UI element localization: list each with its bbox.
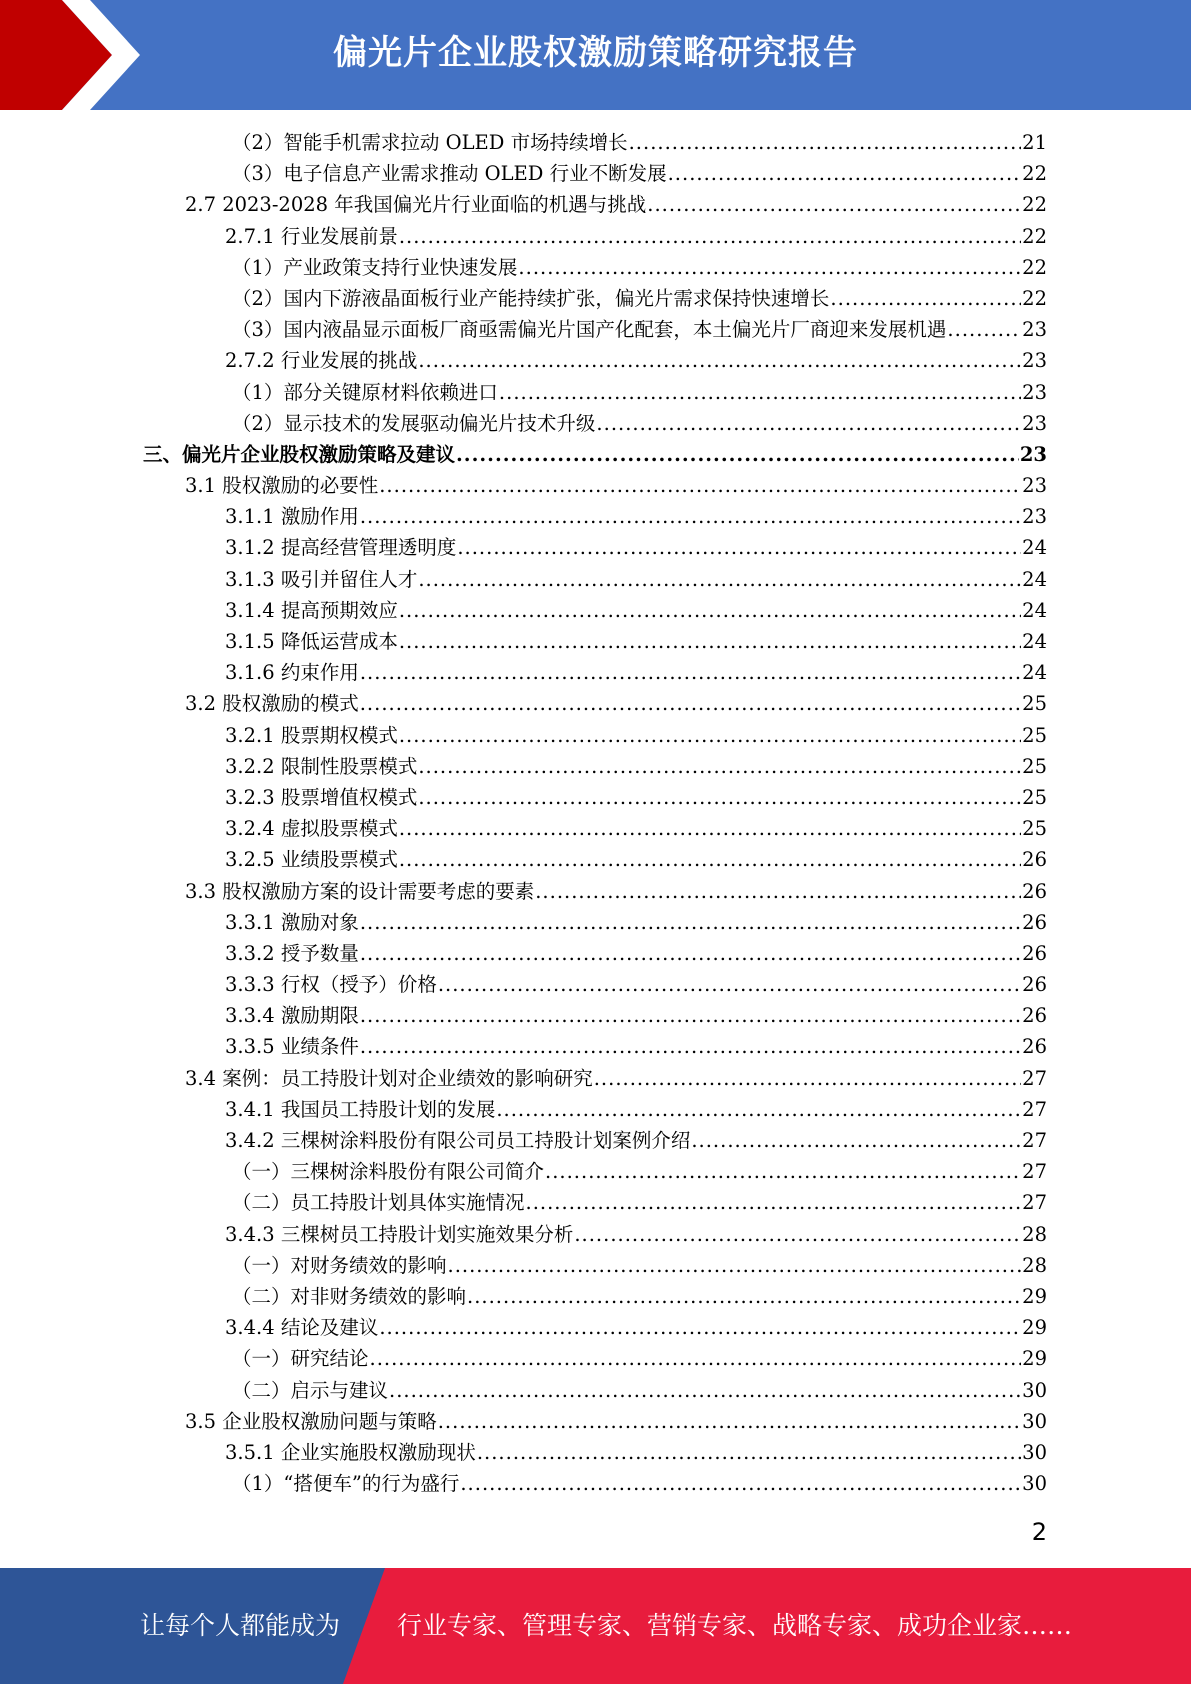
toc-row — [225, 1219, 1047, 1250]
toc-row — [185, 1063, 1047, 1094]
toc-entry-page: 25 — [1022, 723, 1047, 747]
toc-entry[interactable] — [0, 1156, 1191, 1187]
toc-row — [232, 1156, 1047, 1187]
toc-entry-page: 23 — [1022, 411, 1047, 435]
toc-entry[interactable] — [0, 720, 1191, 751]
toc-leader-dots — [594, 1063, 1021, 1094]
toc-row — [185, 688, 1047, 719]
toc-entry[interactable] — [0, 439, 1191, 470]
toc-row — [225, 813, 1047, 844]
toc-leader-dots — [418, 564, 1021, 595]
toc-row — [185, 1406, 1047, 1437]
toc-entry[interactable] — [0, 1375, 1191, 1406]
toc-leader-dots — [370, 1343, 1022, 1374]
toc-entry-title: （一）研究结论 — [232, 1347, 369, 1371]
toc-leader-dots — [360, 907, 1021, 938]
toc-entry-page: 27 — [1022, 1191, 1047, 1215]
toc-row — [225, 969, 1047, 1000]
toc-entry-title: 3.2.5 业绩股票模式 — [225, 848, 398, 872]
toc-entry[interactable] — [0, 158, 1191, 189]
toc-row — [225, 501, 1047, 532]
toc-leader-dots — [477, 1437, 1021, 1468]
toc-row — [232, 283, 1047, 314]
toc-entry[interactable] — [0, 532, 1191, 563]
toc-entry[interactable] — [0, 345, 1191, 376]
toc-leader-dots — [389, 1375, 1021, 1406]
toc-entry-title: 3.2.1 股票期权模式 — [225, 723, 398, 747]
toc-entry[interactable] — [0, 1312, 1191, 1343]
toc-entry[interactable] — [0, 1187, 1191, 1218]
toc-entry-title: （一）对财务绩效的影响 — [232, 1253, 447, 1277]
toc-entry-title: （二）启示与建议 — [232, 1378, 389, 1402]
toc-row — [225, 1312, 1047, 1343]
toc-leader-dots — [596, 408, 1021, 439]
toc-row — [232, 1250, 1047, 1281]
toc-entry[interactable] — [0, 252, 1191, 283]
toc-entry-title: （3）电子信息产业需求推动 OLED 行业不断发展 — [232, 162, 667, 186]
toc-leader-dots — [399, 221, 1021, 252]
toc-entry-page: 24 — [1022, 630, 1047, 653]
toc-row — [232, 408, 1047, 439]
toc-entry-page: 22 — [1022, 255, 1047, 279]
toc-entry[interactable] — [0, 938, 1191, 969]
toc-entry[interactable] — [0, 969, 1191, 1000]
toc-entry-page: 27 — [1022, 1066, 1047, 1090]
toc-leader-dots — [399, 813, 1021, 844]
toc-entry-page: 30 — [1022, 1409, 1047, 1433]
toc-leader-dots — [668, 158, 1022, 189]
toc-entry[interactable] — [0, 1125, 1191, 1156]
toc-entry[interactable] — [0, 876, 1191, 907]
toc-entry-page: 22 — [1022, 224, 1047, 248]
toc-row — [225, 751, 1047, 782]
toc-leader-dots — [535, 876, 1021, 907]
toc-row — [232, 314, 1047, 345]
toc-entry-page: 23 — [1019, 442, 1047, 466]
toc-leader-dots — [360, 501, 1021, 532]
toc-entry-page: 28 — [1022, 1222, 1047, 1246]
toc-entry-page: 27 — [1022, 1097, 1047, 1121]
toc-leader-dots — [360, 1000, 1021, 1031]
toc-entry-title: 3.5 企业股权激励问题与策略 — [185, 1409, 437, 1433]
toc-row — [225, 221, 1047, 252]
toc-leader-dots — [418, 782, 1021, 813]
toc-entry-title: 3.3 股权激励方案的设计需要考虑的要素 — [185, 879, 535, 903]
page-number: 2 — [1031, 1518, 1047, 1546]
toc-leader-dots — [647, 189, 1021, 220]
toc-entry-page: 28 — [1022, 1253, 1047, 1277]
toc-entry-page: 29 — [1022, 1316, 1047, 1340]
toc-leader-dots — [418, 751, 1021, 782]
toc-entry-page: 22 — [1022, 286, 1047, 310]
toc-entry-title: 3.2.3 股票增值权模式 — [225, 785, 418, 809]
toc-row — [225, 595, 1047, 626]
toc-entry-page: 23 — [1022, 474, 1047, 498]
toc-entry-title: 3.4.2 三棵树涂料股份有限公司员工持股计划案例介绍 — [225, 1129, 691, 1152]
toc-leader-dots — [496, 1094, 1021, 1125]
toc-leader-dots — [691, 1125, 1021, 1156]
toc-row — [225, 907, 1047, 938]
toc-entry[interactable] — [0, 564, 1191, 595]
toc-entry-title: 3.2.2 限制性股票模式 — [225, 754, 418, 778]
toc-entry[interactable] — [0, 782, 1191, 813]
toc-entry-page: 26 — [1022, 910, 1047, 934]
toc-entry-title: 3.1.5 降低运营成本 — [225, 630, 398, 653]
toc-row — [225, 720, 1047, 751]
toc-leader-dots — [360, 688, 1021, 719]
toc-entry-title: （1）部分关键原材料依赖进口 — [232, 380, 498, 404]
toc-entry-title: 三、偏光片企业股权激励策略及建议 — [143, 442, 456, 466]
toc-row — [232, 1375, 1047, 1406]
toc-entry-page: 24 — [1022, 567, 1047, 591]
toc-entry-title: 3.3.4 激励期限 — [225, 1004, 359, 1028]
toc-row — [225, 938, 1047, 969]
toc-entry[interactable] — [0, 907, 1191, 938]
toc-entry[interactable] — [0, 501, 1191, 532]
toc-entry-title: 3.1.4 提高预期效应 — [225, 598, 398, 622]
toc-entry[interactable] — [0, 1468, 1191, 1499]
toc-row — [232, 127, 1047, 158]
toc-entry[interactable] — [0, 221, 1191, 252]
toc-entry[interactable] — [0, 1343, 1191, 1374]
toc-entry-title: 3.3.2 授予数量 — [225, 941, 359, 965]
toc-entry-title: 3.4.3 三棵树员工持股计划实施效果分析 — [225, 1222, 574, 1246]
page-footer — [0, 1568, 1191, 1684]
toc-entry[interactable] — [0, 626, 1191, 657]
toc-entry-page: 30 — [1022, 1472, 1047, 1496]
toc-entry-page: 22 — [1022, 193, 1047, 217]
toc-row — [232, 1281, 1047, 1312]
toc-leader-dots — [379, 1312, 1021, 1343]
toc-leader-dots — [399, 626, 1021, 657]
toc-row — [225, 626, 1047, 657]
toc-entry[interactable] — [0, 283, 1191, 314]
toc-entry-page: 25 — [1022, 754, 1047, 778]
toc-entry[interactable] — [0, 1000, 1191, 1031]
toc-entry[interactable] — [0, 127, 1191, 158]
toc-entry-page: 30 — [1022, 1440, 1047, 1464]
toc-entry-page: 25 — [1022, 692, 1047, 716]
toc-leader-dots — [399, 595, 1021, 626]
toc-leader-dots — [418, 345, 1021, 376]
toc-leader-dots — [360, 1031, 1021, 1062]
toc-row — [225, 564, 1047, 595]
toc-row — [143, 439, 1047, 470]
toc-entry-title: 3.1.6 约束作用 — [225, 661, 359, 685]
toc-entry-page: 26 — [1022, 848, 1047, 872]
toc-entry-title: 3.1.3 吸引并留住人才 — [225, 567, 418, 591]
toc-leader-dots — [399, 720, 1021, 751]
toc-leader-dots — [629, 127, 1022, 158]
toc-leader-dots — [399, 844, 1021, 875]
toc-entry[interactable] — [0, 408, 1191, 439]
toc-row — [232, 252, 1047, 283]
toc-row — [185, 876, 1047, 907]
toc-entry-title: 3.4.4 结论及建议 — [225, 1316, 379, 1340]
toc-row — [232, 1343, 1047, 1374]
toc-entry[interactable] — [0, 1063, 1191, 1094]
toc-entry-title: 3.5.1 企业实施股权激励现状 — [225, 1440, 476, 1464]
toc-row — [232, 158, 1047, 189]
toc-entry-title: 2.7.1 行业发展前景 — [225, 224, 398, 248]
toc-entry-page: 24 — [1022, 661, 1047, 685]
toc-entry-page: 27 — [1022, 1160, 1047, 1184]
toc-leader-dots — [360, 657, 1021, 688]
toc-entry-page: 26 — [1022, 879, 1047, 903]
toc-leader-dots — [830, 283, 1021, 314]
toc-entry-page: 23 — [1022, 380, 1047, 404]
toc-leader-dots — [518, 252, 1021, 283]
toc-entry-page: 21 — [1022, 131, 1047, 154]
toc-leader-dots — [947, 314, 1021, 345]
toc-row — [225, 345, 1047, 376]
toc-entry-title: 3.1 股权激励的必要性 — [185, 474, 379, 498]
toc-entry-title: （一）三棵树涂料股份有限公司简介 — [232, 1160, 545, 1184]
toc-entry-page: 26 — [1022, 973, 1047, 997]
toc-leader-dots — [526, 1187, 1022, 1218]
toc-row — [225, 1125, 1047, 1156]
toc-row — [225, 844, 1047, 875]
toc-entry-title: 3.3.5 业绩条件 — [225, 1035, 359, 1059]
toc-entry-page: 29 — [1022, 1347, 1047, 1371]
toc-entry[interactable] — [0, 377, 1191, 408]
toc-entry[interactable] — [0, 1281, 1191, 1312]
toc-entry-page: 26 — [1022, 1035, 1047, 1059]
toc-entry-page: 24 — [1022, 598, 1047, 622]
toc-entry[interactable] — [0, 657, 1191, 688]
toc-leader-dots — [499, 377, 1021, 408]
toc-entry-title: 3.4 案例：员工持股计划对企业绩效的影响研究 — [185, 1066, 593, 1090]
toc-entry[interactable] — [0, 1437, 1191, 1468]
report-title: 偏光片企业股权激励策略研究报告 — [333, 33, 858, 73]
toc-entry-page: 26 — [1022, 941, 1047, 965]
toc-row — [232, 1468, 1047, 1499]
toc-leader-dots — [460, 1468, 1021, 1499]
toc-row — [225, 532, 1047, 563]
toc-leader-dots — [379, 470, 1021, 501]
toc-row — [232, 1187, 1047, 1218]
toc-entry[interactable] — [0, 813, 1191, 844]
toc-entry-page: 26 — [1022, 1004, 1047, 1028]
toc-leader-dots — [457, 532, 1021, 563]
toc-entry-page: 23 — [1022, 505, 1047, 529]
toc-entry[interactable] — [0, 1250, 1191, 1281]
toc-row — [185, 189, 1047, 220]
toc-entry-title: 3.2 股权激励的模式 — [185, 692, 359, 716]
toc-entry-page: 24 — [1022, 536, 1047, 560]
toc-entry-title: （1）“搭便车”的行为盛行 — [232, 1472, 460, 1496]
toc-entry-title: 3.2.4 虚拟股票模式 — [225, 817, 398, 841]
toc-entry-title: 2.7.2 行业发展的挑战 — [225, 349, 418, 373]
toc-leader-dots — [456, 439, 1019, 470]
toc-entry[interactable] — [0, 1031, 1191, 1062]
toc-entry[interactable] — [0, 1406, 1191, 1437]
page-header — [0, 0, 1191, 110]
toc-entry[interactable] — [0, 688, 1191, 719]
toc-entry-page: 27 — [1022, 1129, 1047, 1152]
footer-slogan: 让每个人都能成为 — [140, 1611, 341, 1640]
toc-row — [225, 1000, 1047, 1031]
toc-entry-title: 3.3.3 行权（授予）价格 — [225, 973, 437, 997]
toc-entry-title: 3.4.1 我国员工持股计划的发展 — [225, 1097, 496, 1121]
toc-entry-page: 30 — [1022, 1378, 1047, 1402]
toc-entry-page: 25 — [1022, 817, 1047, 841]
toc-row — [225, 1031, 1047, 1062]
toc-entry-title: （2）智能手机需求拉动 OLED 市场持续增长 — [232, 131, 628, 154]
toc-entry-title: （3）国内液晶显示面板厂商亟需偏光片国产化配套，本土偏光片厂商迎来发展机遇 — [232, 318, 947, 342]
toc-entry-page: 29 — [1022, 1284, 1047, 1308]
toc-entry-title: （2）显示技术的发展驱动偏光片技术升级 — [232, 411, 596, 435]
toc-row — [225, 1094, 1047, 1125]
toc-leader-dots — [545, 1156, 1021, 1187]
toc-entry-title: 3.3.1 激励对象 — [225, 910, 359, 934]
toc-entry[interactable] — [0, 595, 1191, 626]
toc-leader-dots — [360, 938, 1021, 969]
toc-entry-page: 22 — [1022, 162, 1047, 186]
toc-entry[interactable] — [0, 314, 1191, 345]
toc-entry[interactable] — [0, 1219, 1191, 1250]
toc-entry[interactable] — [0, 751, 1191, 782]
toc-entry-title: 3.1.2 提高经营管理透明度 — [225, 536, 457, 560]
toc-entry-title: （1）产业政策支持行业快速发展 — [232, 255, 518, 279]
toc-entry-title: 2.7 2023-2028 年我国偏光片行业面临的机遇与挑战 — [185, 193, 647, 217]
table-of-contents — [0, 127, 1191, 1499]
toc-entry[interactable] — [0, 1094, 1191, 1125]
toc-leader-dots — [448, 1250, 1022, 1281]
toc-entry-title: 3.1.1 激励作用 — [225, 505, 359, 529]
toc-row — [225, 782, 1047, 813]
toc-leader-dots — [438, 1406, 1021, 1437]
toc-leader-dots — [467, 1281, 1021, 1312]
toc-entry-page: 23 — [1022, 349, 1047, 373]
toc-entry[interactable] — [0, 189, 1191, 220]
toc-entry-page: 23 — [1022, 318, 1047, 342]
toc-leader-dots — [438, 969, 1021, 1000]
toc-entry[interactable] — [0, 844, 1191, 875]
toc-entry-page: 25 — [1022, 785, 1047, 809]
toc-entry-title: （二）员工持股计划具体实施情况 — [232, 1191, 525, 1215]
toc-entry[interactable] — [0, 470, 1191, 501]
toc-entry-title: （二）对非财务绩效的影响 — [232, 1284, 467, 1308]
toc-row — [232, 377, 1047, 408]
footer-roles: 行业专家、管理专家、营销专家、战略专家、成功企业家…… — [397, 1611, 1073, 1640]
toc-row — [185, 470, 1047, 501]
toc-entry-title: （2）国内下游液晶面板行业产能持续扩张，偏光片需求保持快速增长 — [232, 286, 830, 310]
toc-leader-dots — [574, 1219, 1021, 1250]
toc-row — [225, 1437, 1047, 1468]
toc-row — [225, 657, 1047, 688]
